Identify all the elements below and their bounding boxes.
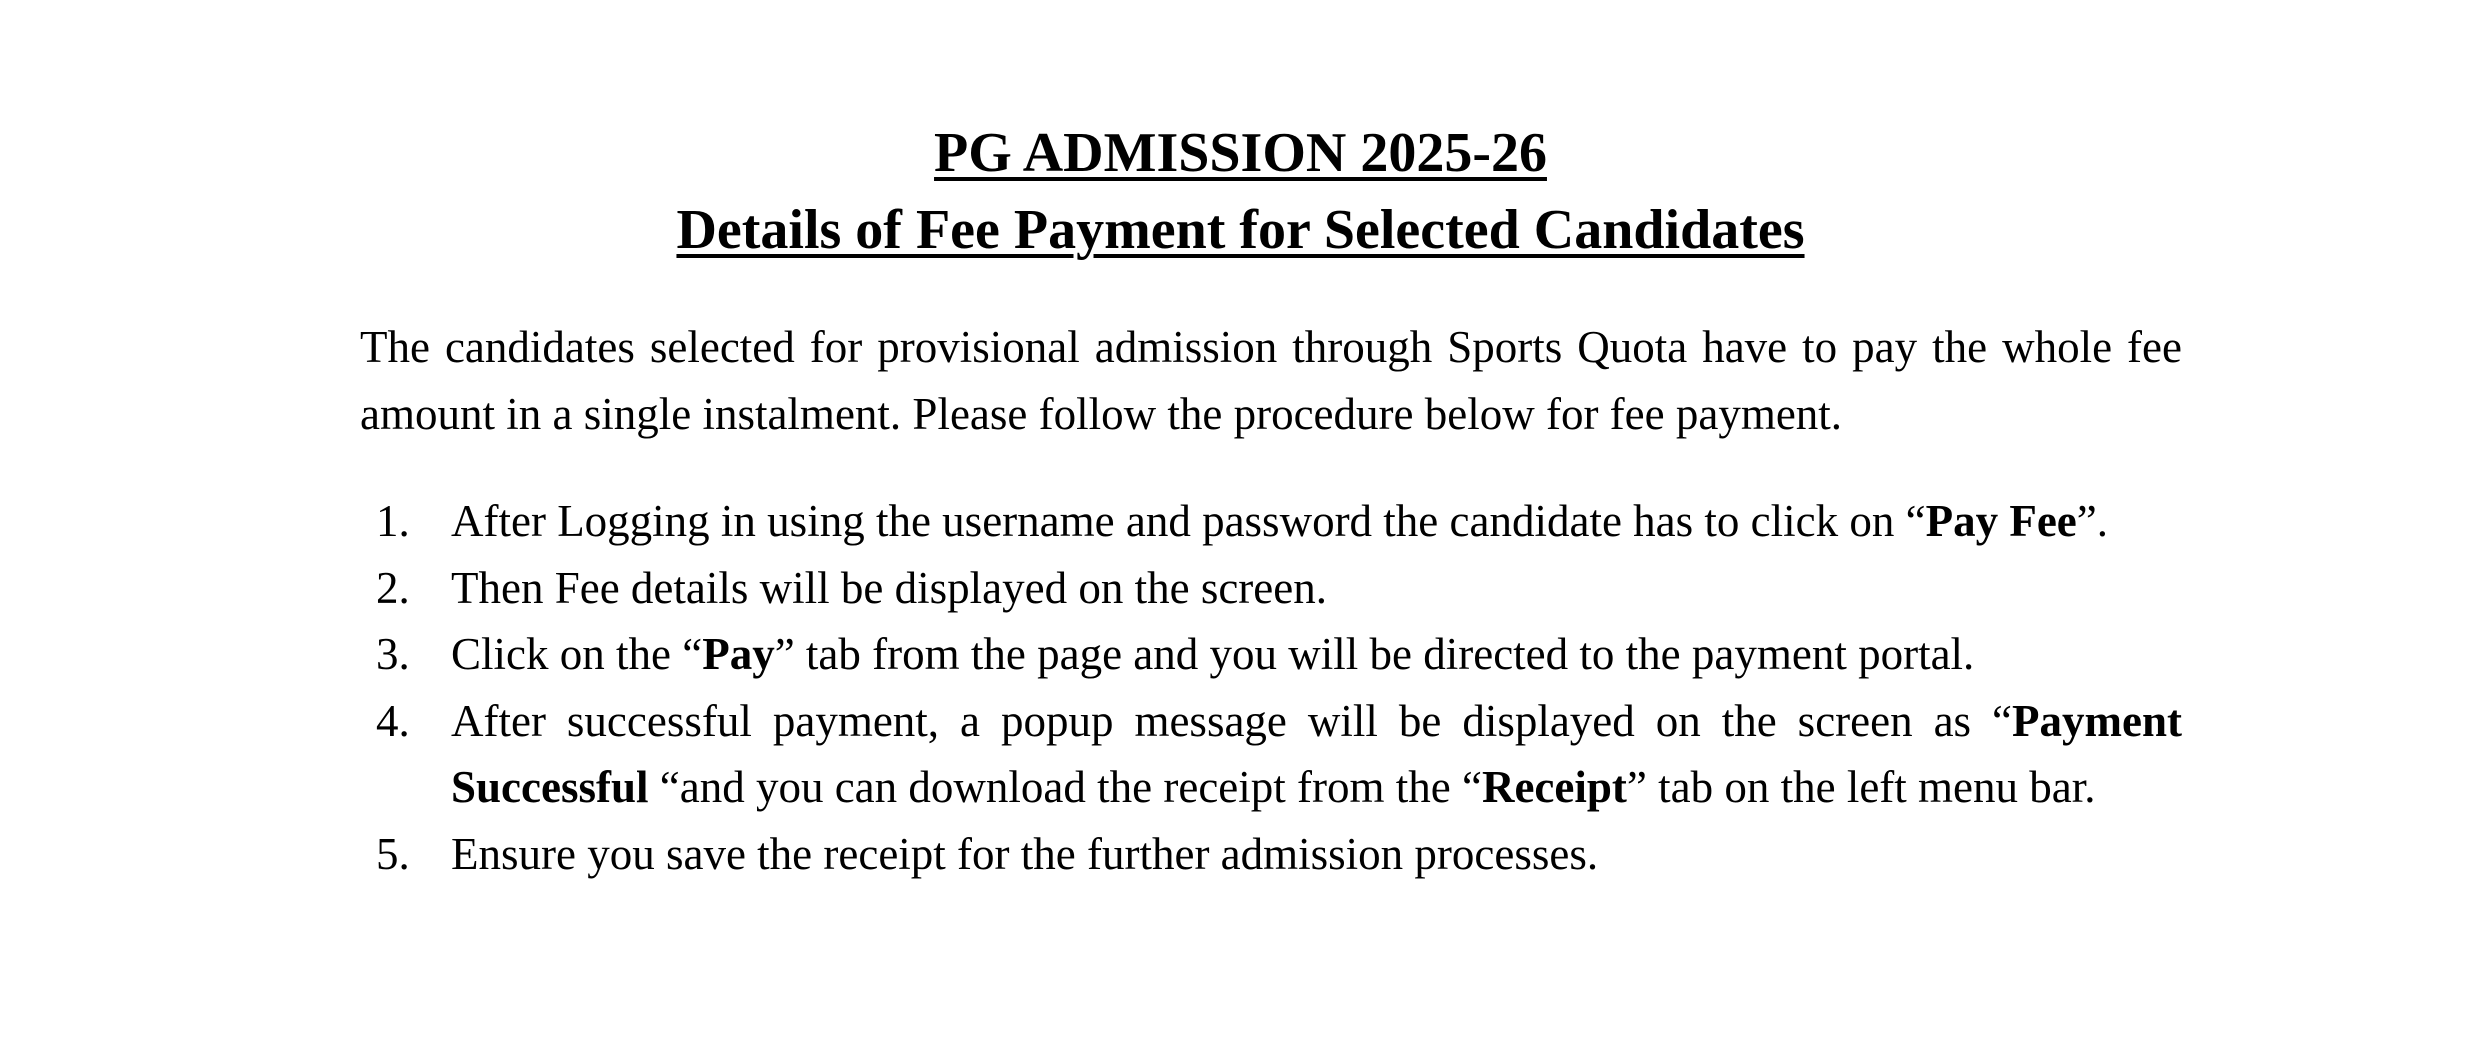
step-bold-text: Pay	[702, 629, 775, 679]
intro-paragraph: The candidates selected for provisional admission through Sports Quota have to pay the whole fee amount in a single instalment. Please follow the procedure below for fee payment.	[360, 322, 2182, 439]
step-item-4	[360, 688, 2182, 821]
step-text: Then Fee details will be displayed on the screen.	[451, 562, 1327, 613]
step-text: ”.	[2076, 496, 2108, 546]
document-subtitle-text: Details of Fee Payment for Selected Candidates	[676, 199, 1805, 261]
step-item-2	[360, 555, 2182, 622]
document-title-text: PG ADMISSION 2025-26	[934, 122, 1547, 184]
step-bold-text: Pay Fee	[1925, 496, 2077, 546]
step-text: After Logging in using the username and password the candidate has to click on “	[451, 496, 1926, 546]
step-number: 4.	[376, 695, 410, 746]
step-item-1	[360, 488, 2182, 555]
document-title	[0, 120, 2481, 186]
step-text: After successful payment, a popup message will be displayed on the screen as “	[451, 695, 2013, 746]
step-number: 5.	[376, 828, 410, 879]
step-number: 2.	[376, 562, 410, 613]
step-number: 1.	[376, 496, 410, 546]
procedure-steps-list	[360, 488, 2182, 887]
step-item-5	[360, 821, 2182, 888]
step-bold-text: Payment Successful	[451, 695, 2182, 812]
step-text: ” tab on the left menu bar.	[1626, 762, 2096, 812]
step-number: 3.	[376, 629, 410, 679]
step-text: “and you can download the receipt from the “	[648, 762, 1482, 812]
step-text: ” tab from the page and you will be directed to the payment portal.	[774, 629, 1975, 679]
step-bold-text: Receipt	[1481, 762, 1627, 812]
document-subtitle	[0, 197, 2481, 263]
step-text: Ensure you save the receipt for the further admission processes.	[451, 828, 1599, 879]
step-item-3	[360, 621, 2182, 688]
step-text: Click on the “	[451, 629, 703, 679]
